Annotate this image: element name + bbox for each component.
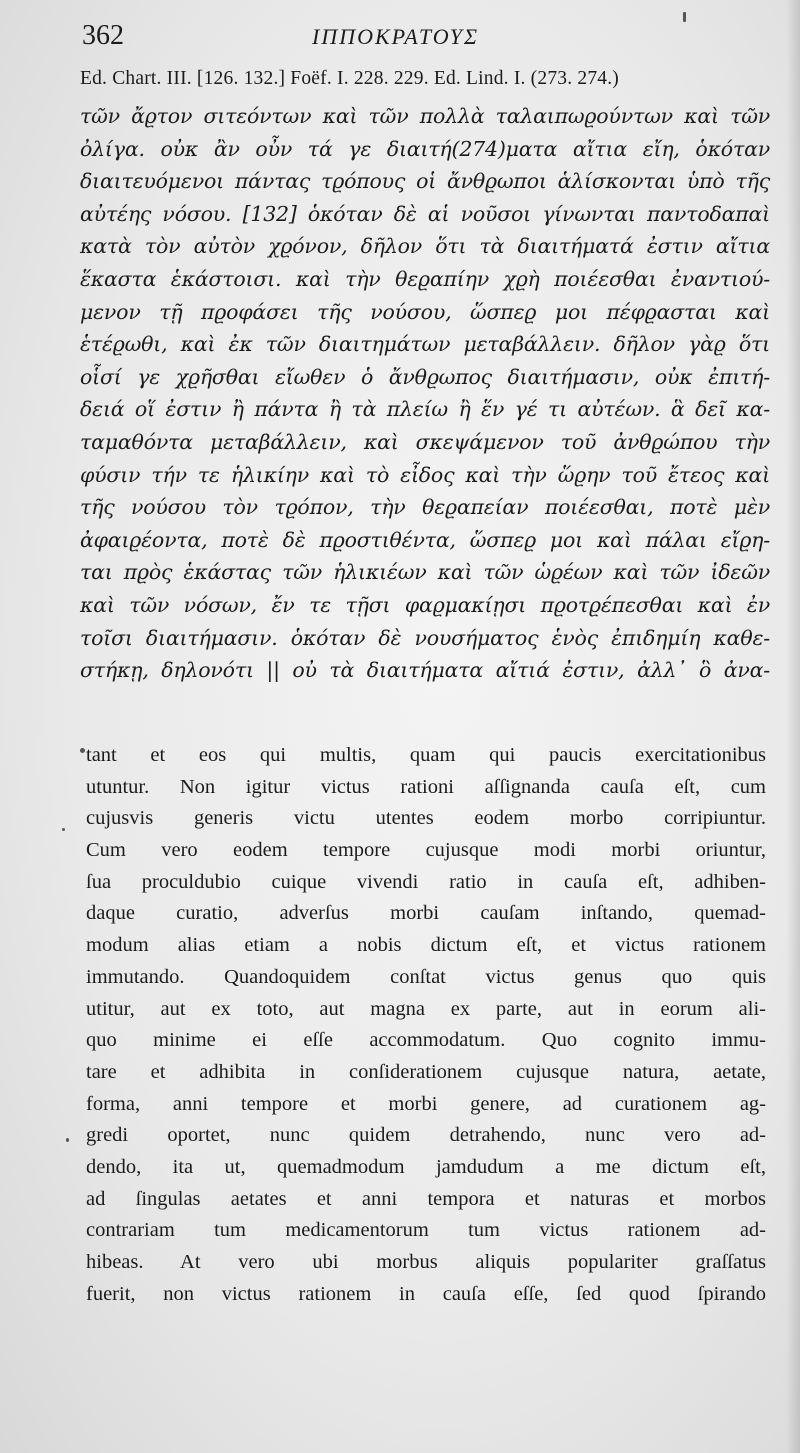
latin-line: daque curatio, adverſus morbi cauſam inſtando, quemad-	[86, 902, 766, 925]
latin-line: hibeas. At vero ubi morbus aliquis populariter graſſatus	[86, 1251, 766, 1273]
greek-line: ται πϱὸς ἑκάστας τῶν ἡλικιέων καὶ τῶν ὡϱέων καὶ τῶν ἰδεῶν	[80, 560, 770, 585]
latin-line: ſua proculdubio cuique vivendi ratio in cauſa eſt, adhiben-	[86, 870, 766, 893]
greek-line: φύσιν τήν τε ἡλικίην καὶ τὸ εἶδος καὶ τὴν ὥϱην τοῦ ἔτεος καὶ	[80, 462, 770, 487]
print-speck	[683, 12, 686, 22]
greek-line: μενον τῇ πϱοφάσει τῆς νούσου, ὥσπεϱ μοι πέφϱασται καὶ	[80, 299, 770, 324]
latin-line: tare et adhibita in conſiderationem cujusque natura, aetate,	[86, 1060, 766, 1083]
greek-line: ταμαθόντα μεταβάλλειν, καὶ σκεψάμενον τοῦ ἀνθϱώπου τὴν	[80, 429, 770, 454]
latin-line: quo minime ei eſſe accommodatum. Quo cognito immu-	[86, 1029, 766, 1052]
latin-line: fuerit, non victus rationem in cauſa eſſe, ſed quod ſpirando	[86, 1282, 766, 1305]
greek-text-block	[80, 100, 770, 687]
greek-line: οἷσί γε χϱῆσθαι εἴωθεν ὁ ἄνθϱωπος διαιτήμασιν, οὐκ ἐπιτή-	[80, 364, 770, 389]
latin-line: immutando. Quandoquidem conſtat victus genus quo quis	[86, 965, 766, 988]
running-head: ΙΠΠΟΚΡΑΤΟΥΣ	[312, 24, 480, 49]
latin-line: utitur, aut ex toto, aut magna ex parte, aut in eorum ali-	[86, 997, 766, 1020]
greek-line: διαιτευόμενοι πάντας τϱόπους οἱ ἄνθϱωποι ἁλίσκονται ὑπὸ τῆς	[80, 169, 770, 194]
latin-line: contrariam tum medicamentorum tum victus rationem ad-	[86, 1219, 766, 1242]
greek-line: αὐτέης νόσου. [132] ὁκόταν δὲ αἱ νοῦσοι γίνωνται παντοδαπαὶ	[80, 201, 770, 226]
latin-line: gredi oportet, nunc quidem detrahendo, nunc vero ad-	[86, 1124, 766, 1147]
page-header	[82, 20, 762, 60]
greek-line: δειά οἵ ἐστιν ἢ πάντα ἢ τὰ πλείω ἢ ἕν γέ τι αὐτέων. ἃ δεῖ κα-	[80, 397, 770, 422]
print-speck	[80, 748, 85, 753]
greek-line: καὶ τῶν νόσων, ἔν τε τῇσι φαϱμακίῃσι πϱοτϱέπεσθαι καὶ ἐν	[80, 592, 770, 617]
page-number: 362	[82, 20, 124, 51]
greek-line: ἀφαιϱέοντα, ποτὲ δὲ πϱοστιθέντα, ὥσπεϱ μοι καὶ πάλαι εἴϱη-	[80, 527, 770, 552]
latin-line: tant et eos qui multis, quam qui paucis exercitationibus	[86, 744, 766, 766]
greek-line: τῶν ἄϱτον σιτεόντων καὶ τῶν πολλὰ ταλαιπωϱούντων καὶ τῶν	[80, 104, 770, 128]
latin-text-block	[86, 740, 766, 1310]
greek-line: στήκῃ, δηλονότι || οὐ τὰ διαιτήματα αἴτιά ἐστιν, ἀλλ᾽ ὃ ἀνα-	[80, 658, 770, 683]
greek-line: τοῖσι διαιτήμασιν. ὁκόταν δὲ νουσήματος ἑνὸς ἐπιδημίη καθε-	[80, 625, 770, 650]
latin-line: cujusvis generis victu utentes eodem morbo corripiuntur.	[86, 807, 766, 830]
latin-line: ad ſingulas aetates et anni tempora et naturas et morbos	[86, 1187, 766, 1210]
print-speck	[62, 828, 65, 831]
page-edge-shadow	[786, 0, 800, 1453]
greek-line: ἑτέϱωθι, καὶ ἐκ τῶν διαιτημάτων μεταβάλλειν. δῆλον γὰϱ ὅτι	[80, 332, 770, 357]
greek-line: κατὰ τὸν αὐτὸν χϱόνον, δῆλον ὅτι τὰ διαιτήματά ἐστιν αἴτια	[80, 234, 770, 259]
latin-line: Cum vero eodem tempore cujusque modi morbi oriuntur,	[86, 839, 766, 862]
latin-line: dendo, ita ut, quemadmodum jamdudum a me dictum eſt,	[86, 1155, 766, 1178]
greek-line: τῆς νούσου τὸν τϱόπον, τὴν θεϱαπείαν ποιέεσθαι, ποτὲ μὲν	[80, 495, 770, 520]
greek-line: ὀλίγα. οὐκ ἂν οὖν τά γε διαιτή(274)ματα αἴτια εἴη, ὁκόταν	[80, 136, 770, 161]
latin-line: forma, anni tempore et morbi genere, ad curationem ag-	[86, 1092, 766, 1115]
greek-line: ἕκαστα ἑκάστοισι. καὶ τὴν θεϱαπίην χϱὴ ποιέεσθαι ἐναντιού-	[80, 266, 770, 291]
latin-line: modum alias etiam a nobis dictum eſt, et victus rationem	[86, 934, 766, 957]
edition-reference-line: Ed. Chart. III. [126. 132.] Foëf. I. 228. 229. Ed. Lind. I. (273. 274.)	[80, 68, 619, 89]
print-speck	[66, 1138, 69, 1142]
latin-line: utuntur. Non igitur victus rationi aſſignanda cauſa eſt, cum	[86, 775, 766, 798]
